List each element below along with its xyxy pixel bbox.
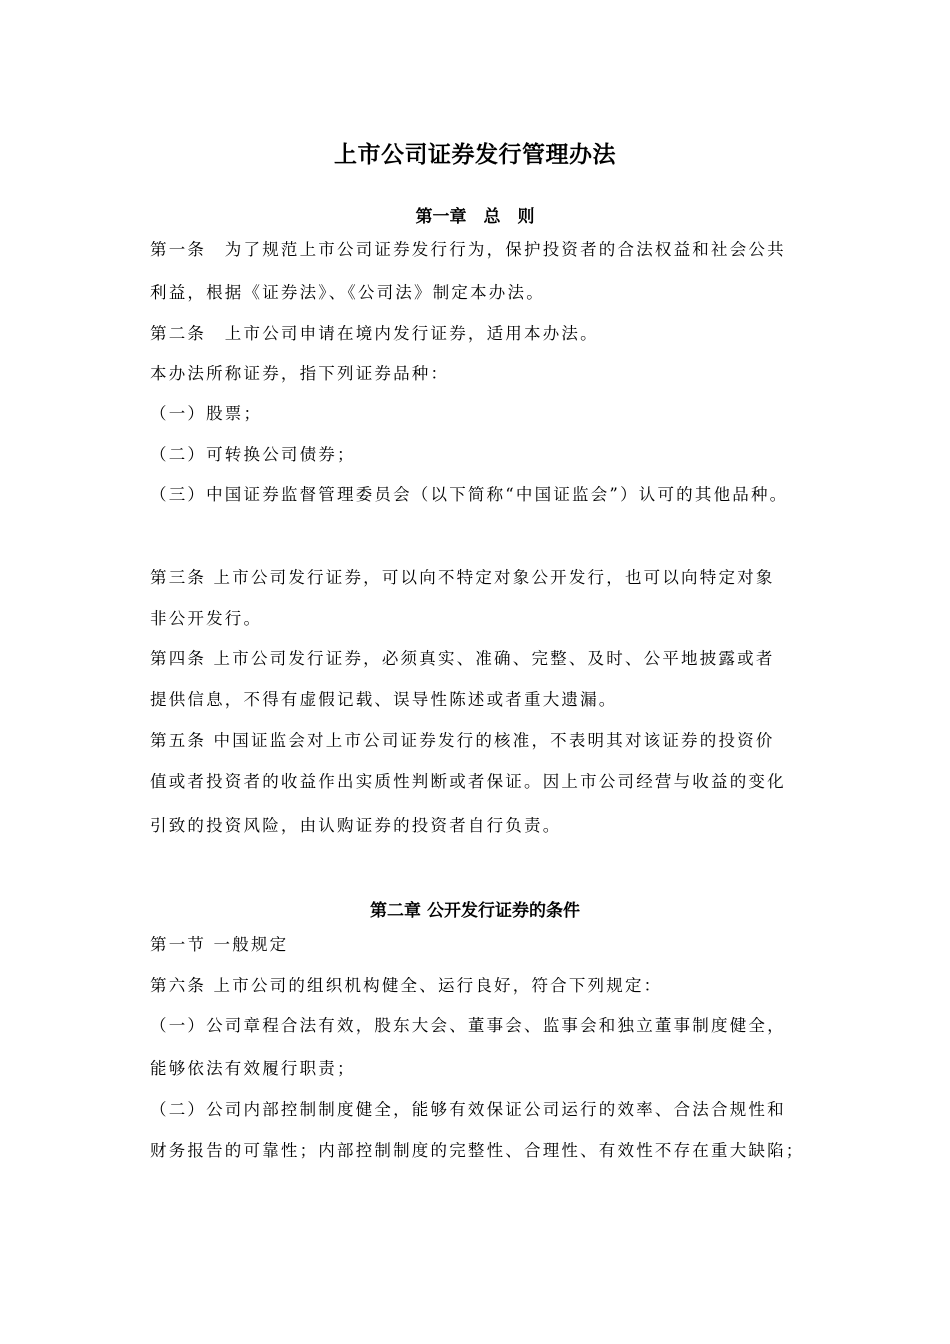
text-line: （二）公司内部控制制度健全，能够有效保证公司运行的效率、合法合规性和	[150, 1100, 786, 1119]
text-line: 第一条 为了规范上市公司证券发行行为，保护投资者的合法权益和社会公共	[150, 240, 786, 259]
text-line: （三）中国证券监督管理委员会（以下简称“中国证监会”）认可的其他品种。	[150, 485, 789, 504]
text-line: 提供信息，不得有虚假记载、误导性陈述或者重大遗漏。	[150, 690, 618, 709]
text-line: 引致的投资风险，由认购证券的投资者自行负责。	[150, 816, 562, 835]
document-title: 上市公司证券发行管理办法	[334, 142, 616, 168]
text-line: （一）公司章程合法有效，股东大会、董事会、监事会和独立董事制度健全，	[150, 1016, 786, 1035]
text-line: 值或者投资者的收益作出实质性判断或者保证。因上市公司经营与收益的变化	[150, 772, 786, 791]
text-line: 第五条 中国证监会对上市公司证券发行的核准，不表明其对该证券的投资价	[150, 731, 775, 750]
text-line: 本办法所称证券，指下列证券品种：	[150, 364, 450, 383]
chapter-heading: 第二章 公开发行证券的条件	[370, 901, 580, 921]
section-heading: 第一节 一般规定	[150, 935, 289, 954]
text-line: 第三条 上市公司发行证券，可以向不特定对象公开发行，也可以向特定对象	[150, 568, 775, 587]
text-line: （一）股票；	[150, 404, 263, 423]
text-line: 第二条 上市公司申请在境内发行证券，适用本办法。	[150, 324, 599, 343]
text-line: 财务报告的可靠性；内部控制制度的完整性、合理性、有效性不存在重大缺陷；	[150, 1141, 805, 1160]
text-line: （二）可转换公司债券；	[150, 445, 356, 464]
text-line: 第四条 上市公司发行证券，必须真实、准确、完整、及时、公平地披露或者	[150, 649, 775, 668]
text-line: 能够依法有效履行职责；	[150, 1059, 356, 1078]
chapter-heading: 第一章 总 则	[415, 207, 535, 227]
text-line: 第六条 上市公司的组织机构健全、运行良好，符合下列规定：	[150, 976, 663, 995]
text-line: 非公开发行。	[150, 609, 263, 628]
text-line: 利益，根据《证券法》、《公司法》制定本办法。	[150, 283, 545, 302]
